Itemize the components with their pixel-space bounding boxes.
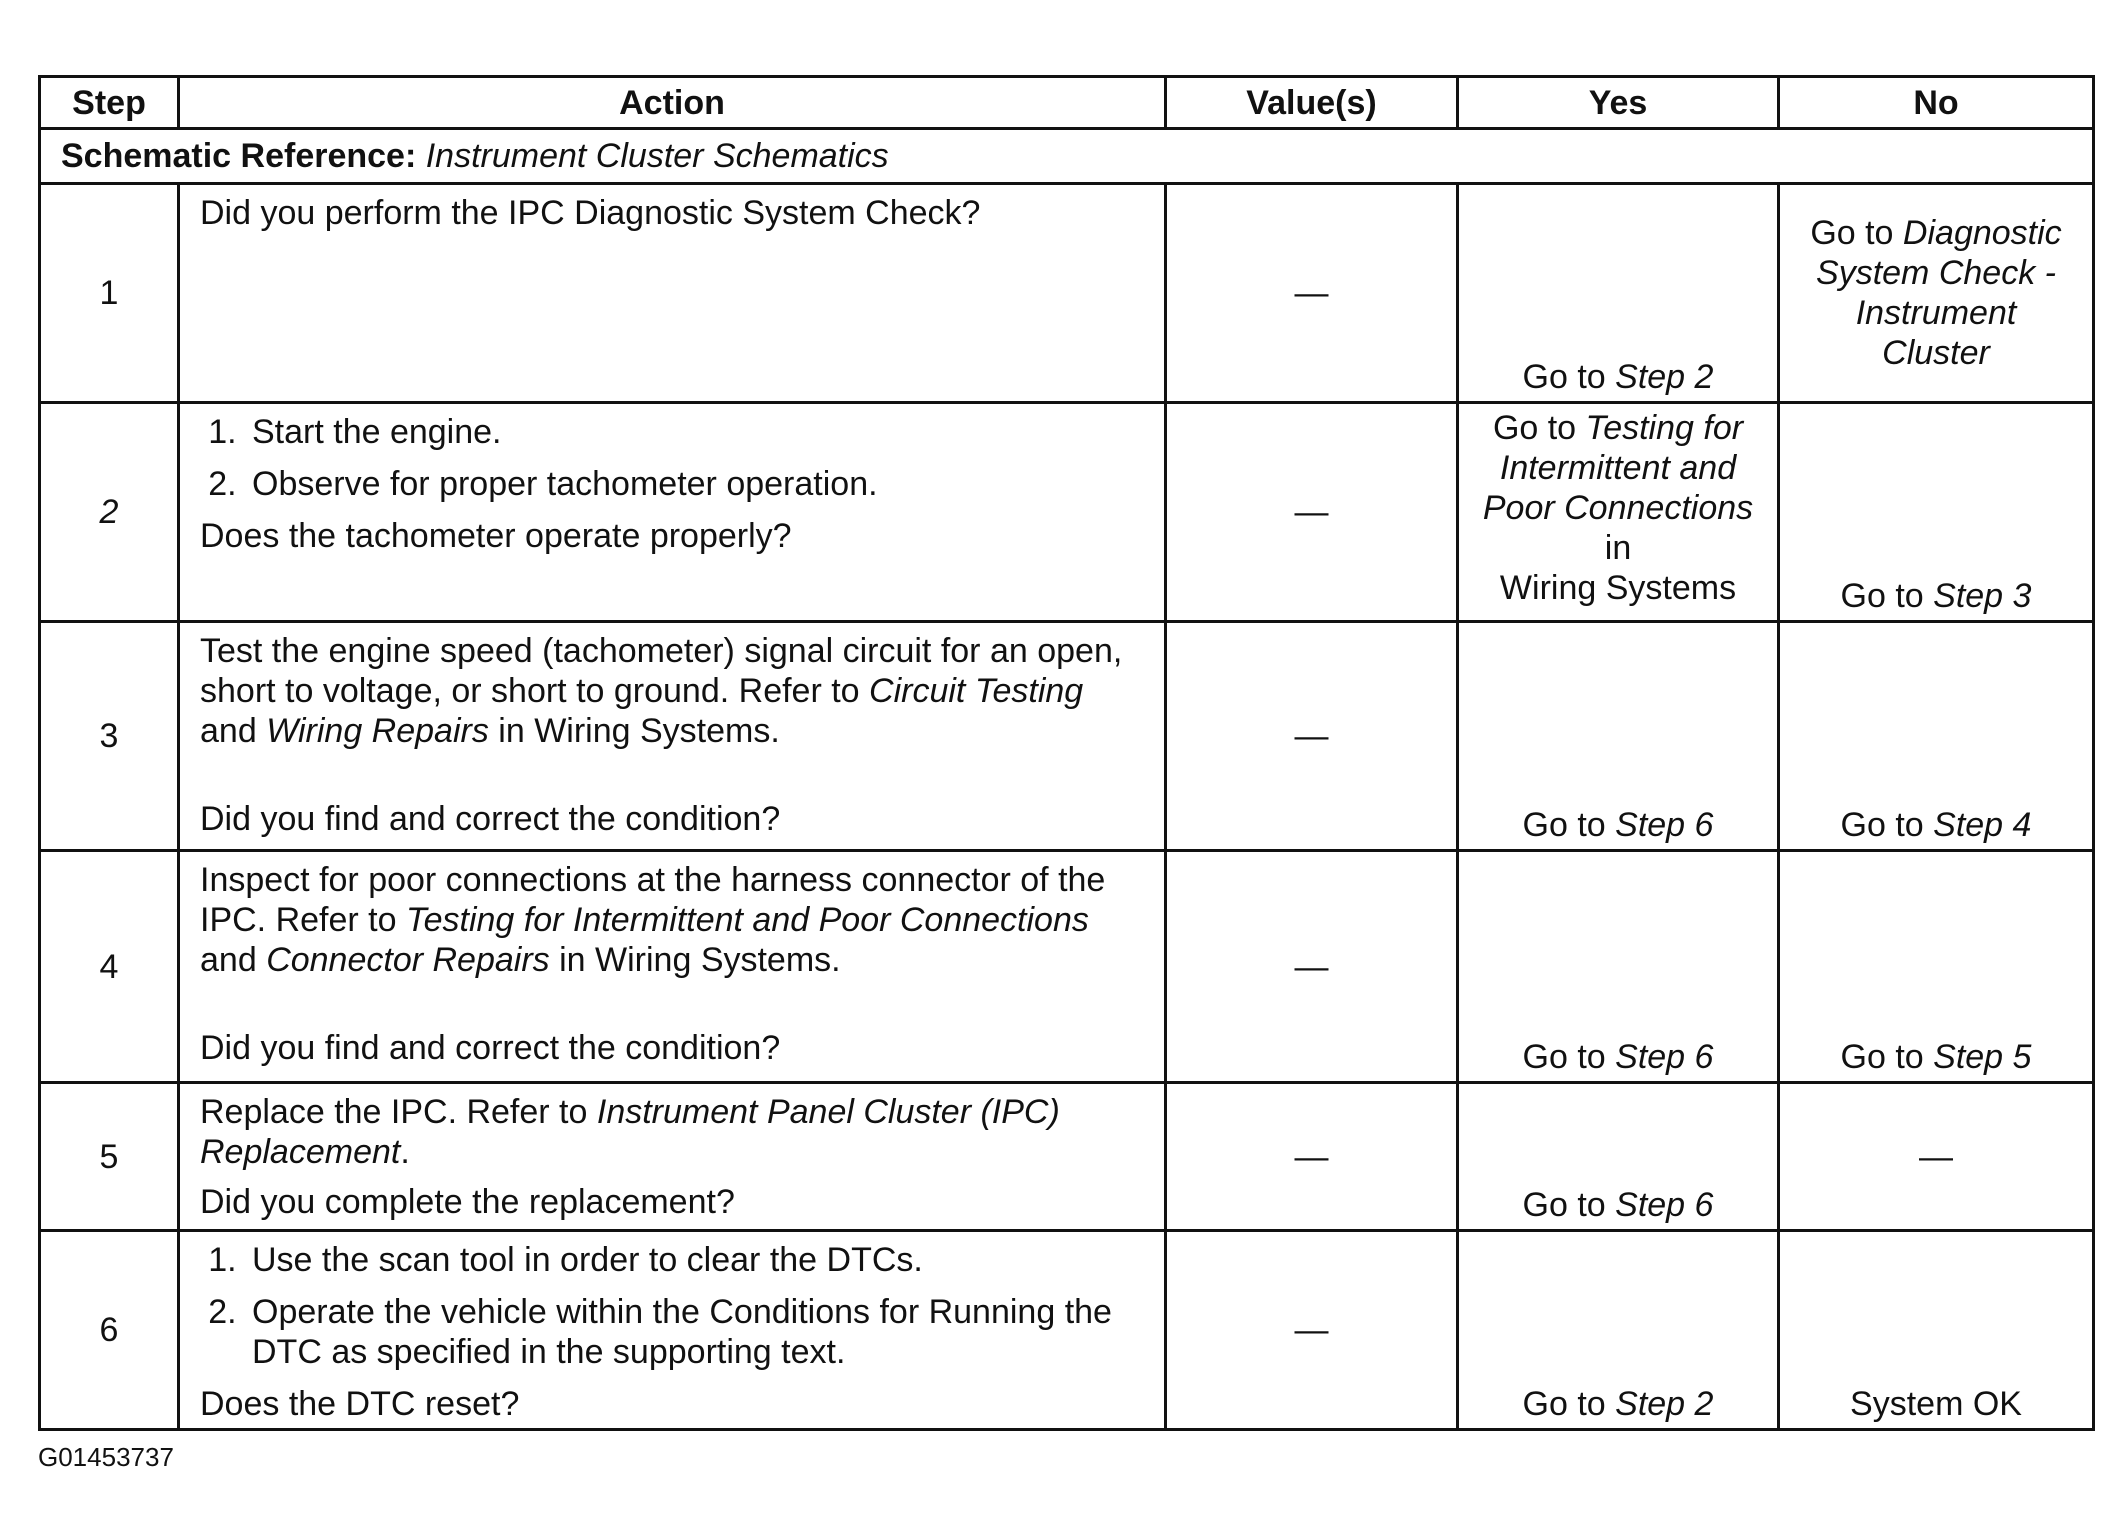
action-link[interactable]: Wiring Repairs <box>266 712 489 750</box>
action-text-part: in Wiring Systems. <box>549 941 841 979</box>
action-link[interactable]: Testing for Intermittent and Poor Connections <box>405 901 1089 939</box>
header-no: No <box>1779 77 2094 129</box>
step-number: 6 <box>40 1231 179 1430</box>
yes-cell <box>1458 622 1779 851</box>
action-cell <box>179 403 1166 622</box>
action-text: Did you perform the IPC Diagnostic System Check? <box>200 194 981 232</box>
yes-link[interactable]: Step 6 <box>1615 1186 1714 1224</box>
action-question: Did you complete the replacement? <box>200 1183 735 1221</box>
action-text-part: Inspect for poor connections at the harness connector of the IPC. Refer to <box>200 861 1106 939</box>
action-question: Does the tachometer operate properly? <box>200 517 792 555</box>
action-link[interactable]: Circuit Testing <box>869 672 1084 710</box>
table-row <box>40 622 2094 851</box>
no-link[interactable]: Diagnostic System Check - Instrument Cluster <box>1816 214 2062 372</box>
no-link[interactable]: Step 5 <box>1933 1038 2032 1076</box>
schematic-reference-row <box>40 129 2094 184</box>
yes-link[interactable]: Step 6 <box>1615 806 1714 844</box>
action-link[interactable]: Connector Repairs <box>266 941 550 979</box>
action-text-part: . <box>400 1133 410 1171</box>
action-cell <box>179 622 1166 851</box>
no-link[interactable]: Step 3 <box>1933 577 2032 615</box>
step-number: 4 <box>40 851 179 1083</box>
header-values: Value(s) <box>1166 77 1458 129</box>
action-question: Did you find and correct the condition? <box>200 800 781 838</box>
header-step: Step <box>40 77 179 129</box>
no-prefix: Go to <box>1840 577 1934 615</box>
action-cell <box>179 1231 1166 1430</box>
no-cell: — <box>1779 1083 2094 1231</box>
value-cell: — <box>1166 403 1458 622</box>
value-cell: — <box>1166 1083 1458 1231</box>
action-text <box>200 1092 1144 1172</box>
substep-item: 1. Use the scan tool in order to clear the DTCs. <box>246 1240 1144 1280</box>
reference-label: Schematic Reference: <box>61 137 417 175</box>
yes-prefix: Go to <box>1492 409 1586 447</box>
yes-prefix: Go to <box>1522 358 1616 396</box>
step-number: 1 <box>40 184 179 403</box>
yes-cell <box>1458 403 1779 622</box>
yes-cell <box>1458 851 1779 1083</box>
action-text-part: Test the engine speed (tachometer) signal circuit for an open, short to voltage, or short to ground. Refer to <box>200 632 1123 710</box>
step-number-text: 2 <box>99 493 119 531</box>
value-cell: — <box>1166 622 1458 851</box>
figure-id: G01453737 <box>38 1442 174 1472</box>
no-prefix: Go to <box>1840 1038 1934 1076</box>
no-cell <box>1779 851 2094 1083</box>
no-prefix: Go to <box>1840 806 1934 844</box>
yes-prefix: Go to <box>1522 806 1616 844</box>
no-link[interactable]: Step 4 <box>1933 806 2032 844</box>
table-row <box>40 851 2094 1083</box>
yes-cell <box>1458 1083 1779 1231</box>
no-cell <box>1779 184 2094 403</box>
value-cell: — <box>1166 1231 1458 1430</box>
yes-prefix: Go to <box>1522 1186 1616 1224</box>
value-cell: — <box>1166 184 1458 403</box>
yes-suffix: in <box>1604 529 1632 567</box>
substep-item: 2. Operate the vehicle within the Conditions for Running the DTC as specified in the supporting text. <box>246 1292 1144 1372</box>
substep-list <box>200 412 1144 504</box>
action-text-part: in Wiring Systems. <box>488 712 780 750</box>
yes-cell <box>1458 1231 1779 1430</box>
yes-cell <box>1458 184 1779 403</box>
yes-link[interactable]: Testing for Intermittent and Poor Connections <box>1482 409 1754 527</box>
action-text-part: and <box>200 712 267 750</box>
action-question: Did you find and correct the condition? <box>200 1029 781 1067</box>
yes-link[interactable]: Step 2 <box>1615 358 1714 396</box>
no-cell: System OK <box>1779 1231 2094 1430</box>
action-question: Does the DTC reset? <box>200 1385 520 1423</box>
substep-list <box>200 1240 1144 1372</box>
table-row <box>40 184 2094 403</box>
yes-prefix: Go to <box>1522 1038 1616 1076</box>
table-row <box>40 1083 2094 1231</box>
action-cell <box>179 851 1166 1083</box>
yes-link[interactable]: Step 2 <box>1615 1385 1714 1423</box>
value-cell: — <box>1166 851 1458 1083</box>
yes-prefix: Go to <box>1522 1385 1616 1423</box>
action-text <box>200 631 1144 751</box>
header-row <box>40 77 2094 129</box>
substep-item: 1. Start the engine. <box>246 412 1144 452</box>
reference-link[interactable]: Instrument Cluster Schematics <box>425 137 889 175</box>
yes-suffix: Wiring Systems <box>1499 569 1737 607</box>
no-cell <box>1779 622 2094 851</box>
no-prefix: Go to <box>1810 214 1903 252</box>
action-text-part: and <box>200 941 267 979</box>
action-text <box>200 860 1144 980</box>
action-cell <box>179 1083 1166 1231</box>
header-action: Action <box>179 77 1166 129</box>
step-number <box>40 403 179 622</box>
action-link[interactable]: Instrument Panel Cluster (IPC) Replacement <box>200 1093 1060 1171</box>
action-cell <box>179 184 1166 403</box>
step-number: 3 <box>40 622 179 851</box>
action-text-part: Replace the IPC. Refer to <box>200 1093 597 1131</box>
table-row <box>40 403 2094 622</box>
yes-link[interactable]: Step 6 <box>1615 1038 1714 1076</box>
no-cell <box>1779 403 2094 622</box>
table-row <box>40 1231 2094 1430</box>
schematic-reference <box>40 129 2094 184</box>
diagnostic-table <box>38 75 2095 1431</box>
step-number: 5 <box>40 1083 179 1231</box>
header-yes: Yes <box>1458 77 1779 129</box>
substep-item: 2. Observe for proper tachometer operation. <box>246 464 1144 504</box>
